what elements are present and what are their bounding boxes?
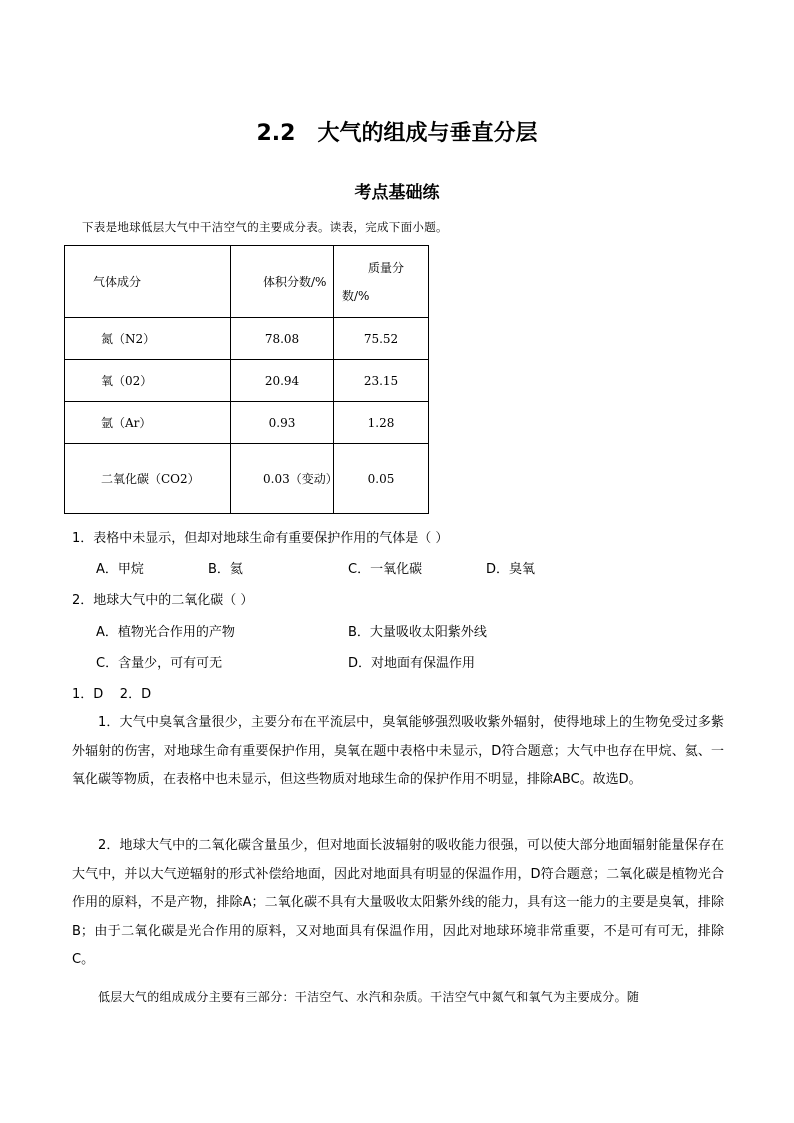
footer-paragraph: 低层大气的组成成分主要有三部分：干洁空气、水汽和杂质。干洁空气中氮气和氧气为主要成分。随 xyxy=(98,990,640,1004)
table-cell: 0.93 xyxy=(231,402,334,444)
co2-volume-text: 0.03（变动） xyxy=(263,471,338,486)
table-row xyxy=(65,444,429,514)
table-header-row xyxy=(65,246,429,318)
table-row xyxy=(65,318,429,360)
explanation-2: 2．地球大气中的二氧化碳含量虽少，但对地面长波辐射的吸收能力很强，可以使大部分地面辐射能量保存在大气中，并以大气逆辐射的形式补偿给地面，因此对地面具有明显的保温作用，D符合题意；二氧化碳是植物光合作用的原料，不是产物，排除A；二氧化碳不具有大量吸收太阳紫外线的能力，具有这一能力的主要是臭氧，排除B；由于二氧化碳是光合作用的原料，又对地面具有保温作用，因此对地球环境非常重要，不是可有可无，排除C。 xyxy=(72,838,724,967)
table-cell: 23.15 xyxy=(334,360,429,402)
table-cell: 氮（N2） xyxy=(65,318,231,360)
table-cell: 20.94 xyxy=(231,360,334,402)
table-cell xyxy=(65,444,231,514)
table-cell: 78.08 xyxy=(231,318,334,360)
table-header-cell xyxy=(231,246,334,318)
table-cell: 0.05 xyxy=(334,444,429,514)
table-cell: 氩（Ar） xyxy=(65,402,231,444)
page-subtitle: 考点基础练 xyxy=(354,183,440,203)
table-header-cell: 气体成分 xyxy=(65,246,231,318)
question-1-option-b: B．氦 xyxy=(208,562,243,577)
table-cell: 氧（02） xyxy=(65,360,231,402)
question-1-option-c: C．一氧化碳 xyxy=(348,562,423,577)
co2-label-text: 二氧化碳（CO2） xyxy=(101,471,200,486)
question-1-option-a: A．甲烷 xyxy=(96,562,144,577)
answer-key: 1．D 2．D xyxy=(72,687,152,702)
table-cell: 1.28 xyxy=(334,402,429,444)
explanation-1: 1．大气中臭氧含量很少，主要分布在平流层中，臭氧能够强烈吸收紫外辐射，使得地球上的生物免受过多紫外辐射的伤害，对地球生命有重要保护作用，臭氧在题中表格中未显示，D符合题意；大气中也存在甲烷、氦、一氧化碳等物质，在表格中也未显示，但这些物质对地球生命的保护作用不明显，排除ABC。故选D。 xyxy=(72,715,724,787)
section-number: 2.2 xyxy=(256,121,296,146)
question-2-option-b: B．大量吸收太阳紫外线 xyxy=(348,625,487,640)
table-cell: 75.52 xyxy=(334,318,429,360)
question-1-stem: 1．表格中未显示，但却对地球生命有重要保护作用的气体是（ ） xyxy=(72,531,449,546)
question-2-option-a: A．植物光合作用的产物 xyxy=(96,625,235,640)
table-cell xyxy=(231,444,338,514)
table-header-cell xyxy=(334,246,429,318)
header-volume-text: 体积分数/% xyxy=(263,274,327,289)
gas-composition-table xyxy=(64,245,429,514)
header-mass-text: 质量分数/% xyxy=(342,260,405,303)
table-row xyxy=(65,402,429,444)
question-1-option-d: D．臭氧 xyxy=(486,562,536,577)
section-title: 大气的组成与垂直分层 xyxy=(317,121,538,146)
intro-text: 下表是地球低层大气中干洁空气的主要成分表。读表，完成下面小题。 xyxy=(82,220,448,234)
question-2-option-d: D．对地面有保温作用 xyxy=(348,656,476,671)
page-title xyxy=(0,116,794,147)
question-2-stem: 2．地球大气中的二氧化碳（ ） xyxy=(72,593,254,608)
table-row xyxy=(65,360,429,402)
question-2-option-c: C．含量少，可有可无 xyxy=(96,656,223,671)
